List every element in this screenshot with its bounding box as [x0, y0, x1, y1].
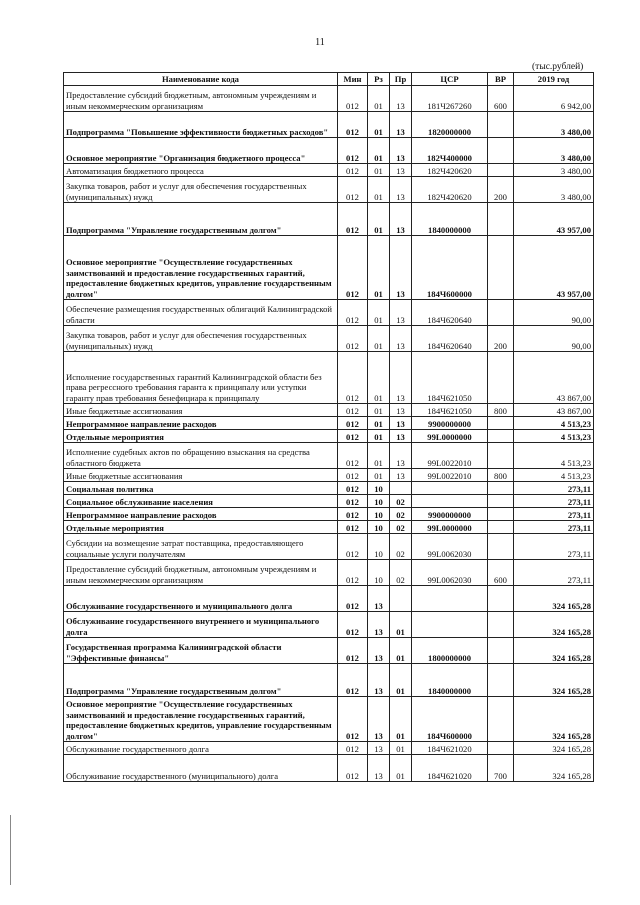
row-min: 012 [338, 755, 368, 782]
row-min: 012 [338, 430, 368, 443]
row-rz: 01 [368, 404, 390, 417]
row-rz: 10 [368, 534, 390, 560]
header-pr: Пр [390, 73, 412, 86]
row-name: Субсидии на возмещение затрат поставщика, предоставляющего социальные услуги получателям [64, 534, 338, 560]
header-rz: Рз [368, 73, 390, 86]
row-vr [488, 138, 514, 164]
header-year: 2019 год [514, 73, 594, 86]
row-csr: 1800000000 [412, 638, 488, 664]
header-csr: ЦСР [412, 73, 488, 86]
row-sum: 3 480,00 [514, 138, 594, 164]
row-sum: 43 957,00 [514, 203, 594, 236]
row-pr: 13 [390, 352, 412, 404]
row-csr: 182Ч400000 [412, 138, 488, 164]
row-name: Подпрограмма "Управление государственным долгом" [64, 664, 338, 697]
row-name: Исполнение государственных гарантий Калининградской области без права регрессного требования гаранта к принципалу или уступки гаранту прав требования бенефициара к принципалу [64, 352, 338, 404]
row-name: Закупка товаров, работ и услуг для обеспечения государственных (муниципальных) нужд [64, 326, 338, 352]
row-min: 012 [338, 560, 368, 586]
row-name: Подпрограмма "Управление государственным долгом" [64, 203, 338, 236]
row-rz: 13 [368, 664, 390, 697]
row-sum: 3 480,00 [514, 164, 594, 177]
table-row [64, 443, 594, 469]
row-min: 012 [338, 352, 368, 404]
row-sum: 324 165,28 [514, 697, 594, 742]
row-vr: 200 [488, 177, 514, 203]
table-row [64, 560, 594, 586]
row-min: 012 [338, 508, 368, 521]
header-vr: ВР [488, 73, 514, 86]
row-rz: 01 [368, 112, 390, 138]
table-row [64, 112, 594, 138]
row-rz: 10 [368, 560, 390, 586]
row-name: Закупка товаров, работ и услуг для обеспечения государственных (муниципальных) нужд [64, 177, 338, 203]
row-sum: 43 867,00 [514, 404, 594, 417]
table-row [64, 508, 594, 521]
table-row [64, 586, 594, 612]
row-name: Государственная программа Калининградской области "Эффективные финансы" [64, 638, 338, 664]
row-min: 012 [338, 326, 368, 352]
row-vr [488, 352, 514, 404]
row-vr [488, 586, 514, 612]
row-csr: 99L0062030 [412, 534, 488, 560]
row-pr [390, 482, 412, 495]
row-name: Непрограммное направление расходов [64, 508, 338, 521]
row-rz: 01 [368, 203, 390, 236]
row-csr: 99L0000000 [412, 521, 488, 534]
row-sum: 90,00 [514, 326, 594, 352]
units-label: (тыс.рублей) [532, 62, 584, 72]
row-sum: 324 165,28 [514, 742, 594, 755]
row-min: 012 [338, 612, 368, 638]
row-min: 012 [338, 164, 368, 177]
table-row [64, 417, 594, 430]
row-rz: 13 [368, 697, 390, 742]
row-pr: 13 [390, 443, 412, 469]
table-row [64, 352, 594, 404]
row-csr: 182Ч420620 [412, 177, 488, 203]
row-vr: 800 [488, 469, 514, 482]
row-name: Иные бюджетные ассигнования [64, 404, 338, 417]
table-row [64, 404, 594, 417]
row-csr: 99L0022010 [412, 443, 488, 469]
row-pr: 02 [390, 495, 412, 508]
row-name: Основное мероприятие "Организация бюджетного процесса" [64, 138, 338, 164]
table-row [64, 612, 594, 638]
row-sum: 43 867,00 [514, 352, 594, 404]
table-row [64, 482, 594, 495]
row-rz: 13 [368, 742, 390, 755]
row-csr [412, 612, 488, 638]
row-name: Социальная политика [64, 482, 338, 495]
row-name: Обслуживание государственного (муниципального) долга [64, 755, 338, 782]
row-name: Основное мероприятие "Осуществление государственных заимствований и предоставление государственных гарантий, предоставление бюджетных кредитов, управление государственным долгом" [64, 697, 338, 742]
row-csr: 9900000000 [412, 508, 488, 521]
row-csr: 182Ч420620 [412, 164, 488, 177]
table-row [64, 469, 594, 482]
row-csr: 184Ч621020 [412, 742, 488, 755]
row-pr: 13 [390, 203, 412, 236]
table-row [64, 697, 594, 742]
row-min: 012 [338, 443, 368, 469]
row-vr [488, 164, 514, 177]
row-name: Предоставление субсидий бюджетным, автономным учреждениям и иным некоммерческим организациям [64, 86, 338, 112]
row-sum: 273,11 [514, 508, 594, 521]
row-rz: 01 [368, 352, 390, 404]
row-vr [488, 664, 514, 697]
row-name: Предоставление субсидий бюджетным, автономным учреждениям и иным некоммерческим организациям [64, 560, 338, 586]
page-number: 11 [315, 37, 325, 48]
row-sum: 324 165,28 [514, 586, 594, 612]
row-rz: 01 [368, 300, 390, 326]
row-rz: 01 [368, 236, 390, 300]
table-row [64, 430, 594, 443]
row-sum: 324 165,28 [514, 664, 594, 697]
row-pr: 13 [390, 469, 412, 482]
row-min: 012 [338, 300, 368, 326]
row-vr [488, 697, 514, 742]
row-sum: 273,11 [514, 534, 594, 560]
row-csr: 1820000000 [412, 112, 488, 138]
row-rz: 10 [368, 495, 390, 508]
row-min: 012 [338, 404, 368, 417]
row-sum: 273,11 [514, 482, 594, 495]
row-vr [488, 612, 514, 638]
table-row [64, 86, 594, 112]
row-pr: 13 [390, 404, 412, 417]
row-min: 012 [338, 469, 368, 482]
table-header-row [64, 73, 594, 86]
row-sum: 4 513,23 [514, 443, 594, 469]
row-vr [488, 638, 514, 664]
row-name: Обслуживание государственного долга [64, 742, 338, 755]
row-vr [488, 482, 514, 495]
row-csr: 1840000000 [412, 203, 488, 236]
row-csr: 99L0022010 [412, 469, 488, 482]
row-sum: 273,11 [514, 495, 594, 508]
row-csr [412, 495, 488, 508]
row-min: 012 [338, 697, 368, 742]
row-vr: 700 [488, 755, 514, 782]
table-row [64, 177, 594, 203]
row-name: Обслуживание государственного внутреннего и муниципального долга [64, 612, 338, 638]
row-vr [488, 443, 514, 469]
row-pr: 01 [390, 742, 412, 755]
row-pr: 13 [390, 177, 412, 203]
row-csr: 184Ч621050 [412, 352, 488, 404]
row-name: Обеспечение размещения государственных облигаций Калининградской области [64, 300, 338, 326]
row-csr: 9900000000 [412, 417, 488, 430]
row-pr: 13 [390, 417, 412, 430]
row-pr [390, 586, 412, 612]
row-vr [488, 742, 514, 755]
row-pr: 13 [390, 236, 412, 300]
row-vr: 800 [488, 404, 514, 417]
row-min: 012 [338, 177, 368, 203]
row-csr: 184Ч621020 [412, 755, 488, 782]
row-rz: 01 [368, 430, 390, 443]
row-vr [488, 430, 514, 443]
row-vr [488, 203, 514, 236]
row-pr: 13 [390, 112, 412, 138]
row-pr: 01 [390, 697, 412, 742]
table-row [64, 236, 594, 300]
row-min: 012 [338, 203, 368, 236]
row-vr [488, 521, 514, 534]
row-pr: 01 [390, 664, 412, 697]
row-csr: 184Ч621050 [412, 404, 488, 417]
row-min: 012 [338, 236, 368, 300]
row-sum: 324 165,28 [514, 638, 594, 664]
row-rz: 01 [368, 177, 390, 203]
table-row [64, 664, 594, 697]
table-row [64, 495, 594, 508]
row-pr: 01 [390, 612, 412, 638]
row-csr [412, 482, 488, 495]
table-row [64, 638, 594, 664]
row-rz: 01 [368, 164, 390, 177]
row-csr: 181Ч267260 [412, 86, 488, 112]
table-row [64, 164, 594, 177]
scan-margin-mark [10, 815, 11, 885]
row-name: Отдельные мероприятия [64, 521, 338, 534]
row-name: Иные бюджетные ассигнования [64, 469, 338, 482]
row-rz: 13 [368, 612, 390, 638]
row-rz: 01 [368, 443, 390, 469]
row-csr: 184Ч620640 [412, 300, 488, 326]
row-pr: 13 [390, 430, 412, 443]
row-min: 012 [338, 534, 368, 560]
row-csr: 184Ч600000 [412, 236, 488, 300]
row-name: Обслуживание государственного и муниципального долга [64, 586, 338, 612]
row-pr: 13 [390, 164, 412, 177]
row-sum: 3 480,00 [514, 112, 594, 138]
header-name: Наименование кода [64, 73, 338, 86]
row-csr: 184Ч620640 [412, 326, 488, 352]
row-rz: 13 [368, 586, 390, 612]
row-min: 012 [338, 417, 368, 430]
row-vr [488, 300, 514, 326]
row-pr: 13 [390, 138, 412, 164]
row-vr [488, 236, 514, 300]
row-vr: 200 [488, 326, 514, 352]
row-pr: 02 [390, 521, 412, 534]
row-name: Социальное обслуживание населения [64, 495, 338, 508]
row-pr: 02 [390, 560, 412, 586]
row-sum: 4 513,23 [514, 469, 594, 482]
row-csr: 99L0000000 [412, 430, 488, 443]
table-row [64, 521, 594, 534]
row-sum: 324 165,28 [514, 612, 594, 638]
table-row [64, 138, 594, 164]
row-rz: 01 [368, 469, 390, 482]
row-vr [488, 112, 514, 138]
table-row [64, 300, 594, 326]
row-rz: 10 [368, 482, 390, 495]
row-rz: 01 [368, 417, 390, 430]
row-rz: 13 [368, 755, 390, 782]
row-pr: 13 [390, 86, 412, 112]
row-min: 012 [338, 664, 368, 697]
row-rz: 13 [368, 638, 390, 664]
row-min: 012 [338, 482, 368, 495]
row-sum: 273,11 [514, 560, 594, 586]
row-sum: 90,00 [514, 300, 594, 326]
row-min: 012 [338, 742, 368, 755]
row-sum: 4 513,23 [514, 417, 594, 430]
row-name: Автоматизация бюджетного процесса [64, 164, 338, 177]
row-sum: 273,11 [514, 521, 594, 534]
table-row [64, 742, 594, 755]
row-name: Основное мероприятие "Осуществление государственных заимствований и предоставление государственных гарантий, предоставление бюджетных кредитов, управление государственным долгом" [64, 236, 338, 300]
row-vr [488, 417, 514, 430]
row-vr [488, 495, 514, 508]
row-pr: 02 [390, 508, 412, 521]
row-pr: 02 [390, 534, 412, 560]
table-row [64, 203, 594, 236]
row-vr [488, 534, 514, 560]
row-min: 012 [338, 495, 368, 508]
row-csr: 99L0062030 [412, 560, 488, 586]
budget-table [63, 72, 594, 782]
row-rz: 01 [368, 86, 390, 112]
row-pr: 13 [390, 326, 412, 352]
row-name: Отдельные мероприятия [64, 430, 338, 443]
row-min: 012 [338, 586, 368, 612]
row-name: Непрограммное направление расходов [64, 417, 338, 430]
row-vr: 600 [488, 86, 514, 112]
row-min: 012 [338, 138, 368, 164]
row-csr: 184Ч600000 [412, 697, 488, 742]
row-sum: 6 942,00 [514, 86, 594, 112]
row-csr [412, 586, 488, 612]
header-min: Мин [338, 73, 368, 86]
row-rz: 10 [368, 521, 390, 534]
row-csr: 1840000000 [412, 664, 488, 697]
row-pr: 01 [390, 755, 412, 782]
table-row [64, 534, 594, 560]
row-name: Подпрограмма "Повышение эффективности бюджетных расходов" [64, 112, 338, 138]
row-pr: 13 [390, 300, 412, 326]
row-min: 012 [338, 638, 368, 664]
row-vr [488, 508, 514, 521]
row-vr: 600 [488, 560, 514, 586]
table-row [64, 326, 594, 352]
row-pr: 01 [390, 638, 412, 664]
row-name: Исполнение судебных актов по обращению взыскания на средства областного бюджета [64, 443, 338, 469]
table-row [64, 755, 594, 782]
row-sum: 43 957,00 [514, 236, 594, 300]
row-sum: 3 480,00 [514, 177, 594, 203]
row-rz: 01 [368, 138, 390, 164]
row-min: 012 [338, 521, 368, 534]
row-sum: 324 165,28 [514, 755, 594, 782]
row-min: 012 [338, 86, 368, 112]
row-rz: 10 [368, 508, 390, 521]
row-min: 012 [338, 112, 368, 138]
row-sum: 4 513,23 [514, 430, 594, 443]
row-rz: 01 [368, 326, 390, 352]
